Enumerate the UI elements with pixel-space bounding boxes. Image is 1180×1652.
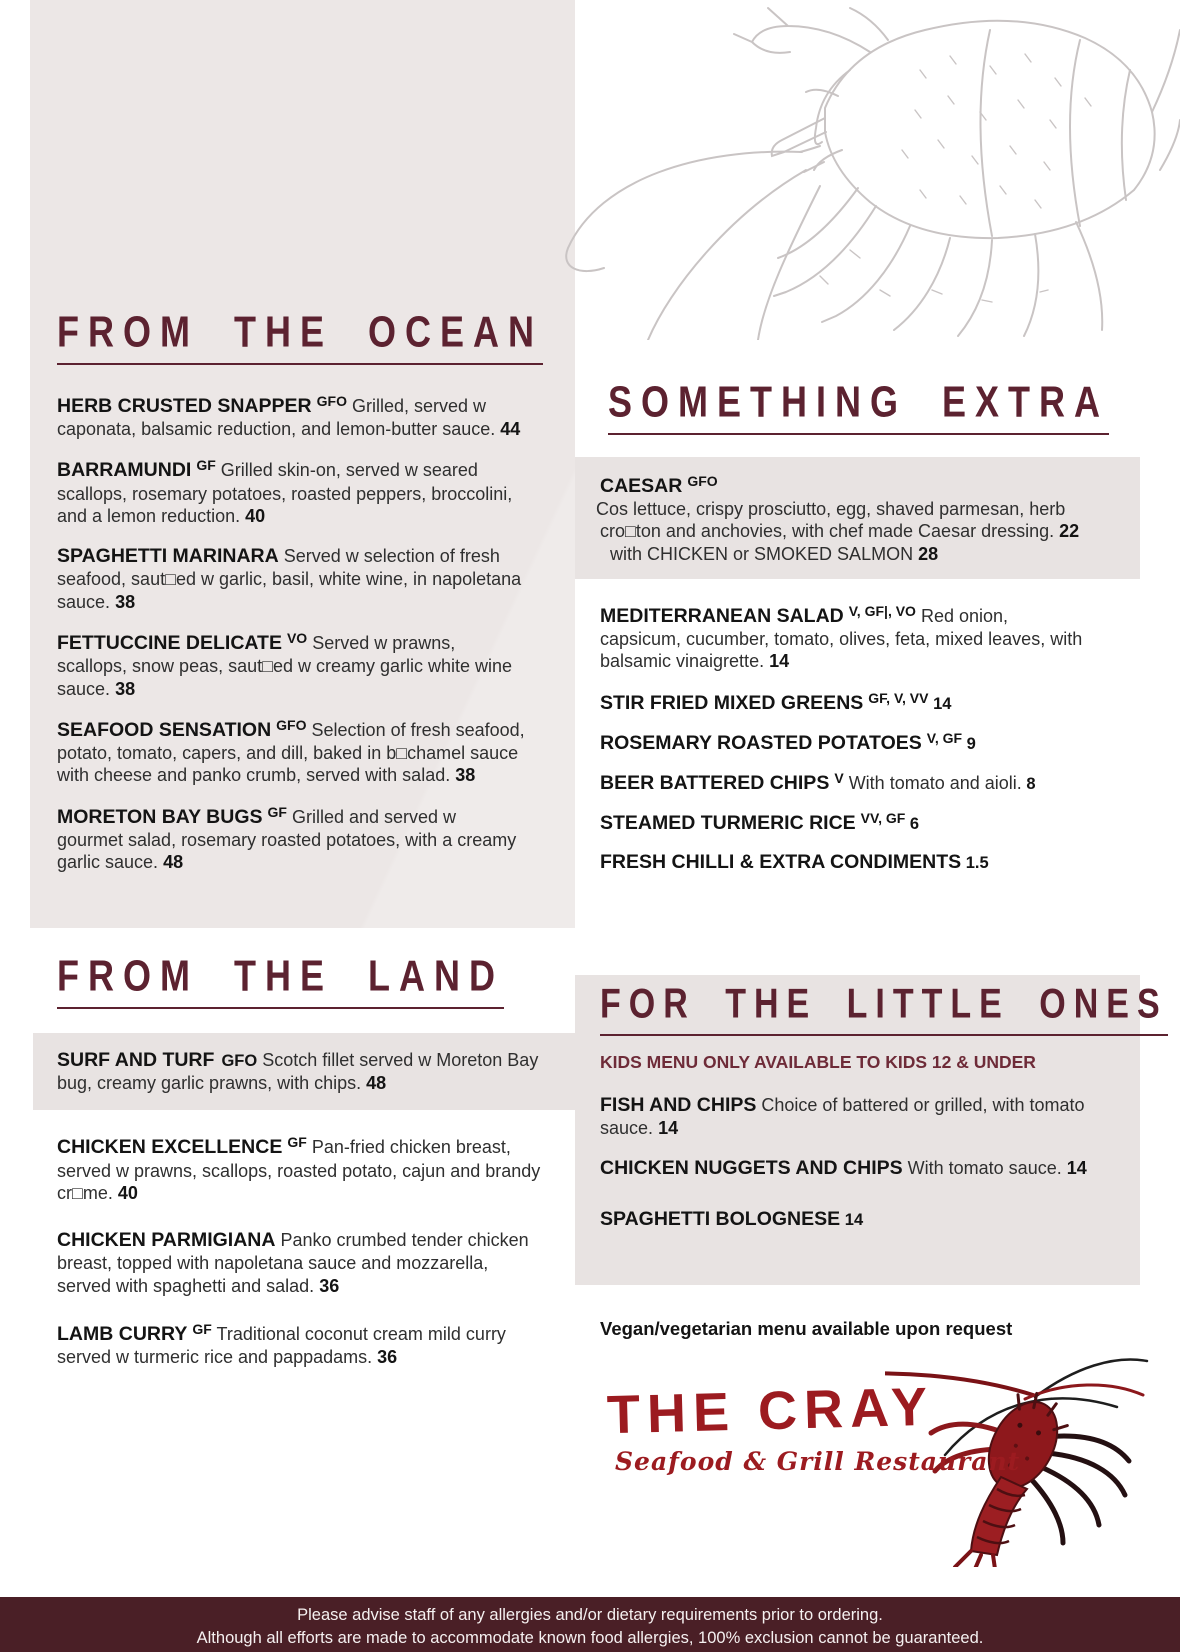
item-price: 36 (319, 1275, 340, 1296)
menu-item (57, 804, 525, 874)
crayfish-illustration (520, 0, 1180, 340)
dietary-tag: GFO (221, 1052, 258, 1070)
item-description: Pan-fried chicken breast, served w prawns, scallops, roasted potato, cajun and brandy cr□me. (57, 1137, 541, 1203)
section-title: FROM THE OCEAN (57, 306, 543, 357)
item-price: 36 (377, 1347, 398, 1368)
item-name: FETTUCCINE DELICATE (57, 632, 282, 655)
item-price: 8 (1026, 775, 1036, 794)
kids-age-note: KIDS MENU ONLY AVAILABLE TO KIDS 12 & UNDER (600, 1052, 1036, 1072)
dietary-tag: VV, GF (860, 810, 906, 827)
dietary-tag: GF (192, 1321, 212, 1338)
item-name: SEAFOOD SENSATION (57, 718, 272, 741)
menu-item (57, 393, 525, 440)
item-name: MORETON BAY BUGS (57, 805, 263, 828)
logo-tagline: Seafood & Grill Restaurant (615, 1447, 1021, 1476)
item-name: MEDITERRANEAN SALAD (600, 604, 844, 627)
crayfish-line-art-icon (520, 0, 1180, 340)
menu-item (600, 810, 1090, 835)
item-price: 6 (909, 815, 920, 834)
item-description: Selection of fresh seafood, potato, tomato, capers, and dill, baked in b□chamel sauce with cheese and panko crumb, served with salad. (57, 719, 525, 786)
item-price: 40 (245, 505, 266, 526)
menu-item (57, 457, 525, 527)
menu-item (600, 1156, 1120, 1180)
item-name: SPAGHETTI BOLOGNESE (600, 1207, 841, 1230)
item-description: Choice of battered or grilled, with tomato sauce. (600, 1095, 1085, 1139)
section-title: FROM THE LAND (57, 950, 504, 1001)
item-description: Cos lettuce, crispy prosciutto, egg, shaved parmesan, herb cro□ton and anchovies, with chef made Caesar dressing. (596, 499, 1066, 542)
item-name: STIR FRIED MIXED GREENS (600, 691, 864, 714)
footer-line-2: Although all efforts are made to accommodate known food allergies, 100% exclusion cannot be guaranteed. (196, 1629, 984, 1648)
dietary-tag: V, GF|, VO (848, 602, 916, 619)
land-items-list (57, 1134, 547, 1368)
item-name: BEER BATTERED CHIPS (600, 772, 830, 795)
menu-item (57, 717, 525, 787)
menu-item (600, 770, 1090, 795)
section-something-extra (575, 376, 1140, 890)
menu-item (600, 473, 1120, 498)
item-price: 14 (769, 651, 790, 672)
item-addon: with CHICKEN or SMOKED SALMON (610, 543, 914, 564)
section-heading-underline (57, 306, 543, 365)
item-name: FISH AND CHIPS (600, 1094, 757, 1116)
menu-item (57, 1228, 547, 1297)
item-description: Red onion, capsicum, cucumber, tomato, olives, feta, mixed leaves, with balsamic vinaigrette. (600, 605, 1083, 672)
item-price: 38 (115, 591, 136, 612)
item-name: CHICKEN NUGGETS AND CHIPS (600, 1157, 903, 1180)
item-price: 40 (117, 1182, 138, 1203)
item-name: CHICKEN PARMIGIANA (57, 1229, 276, 1252)
item-description: With tomato sauce. (907, 1158, 1062, 1179)
item-name: CHICKEN EXCELLENCE (57, 1136, 283, 1159)
menu-item (600, 690, 1090, 715)
section-heading-underline (600, 981, 1168, 1036)
dietary-tag: GFO (276, 716, 307, 733)
item-description: Panko crumbed tender chicken breast, topped with napoletana sauce and mozzarella, served with spaghetti and salad. (57, 1230, 529, 1296)
dietary-tag: V, GF (926, 729, 963, 746)
item-price: 44 (500, 419, 521, 440)
allergy-footer (0, 1597, 1180, 1652)
item-price: 48 (163, 852, 184, 873)
item-name: LAMB CURRY (57, 1323, 188, 1346)
section-heading-underline (57, 950, 504, 1009)
item-price: 1.5 (965, 854, 989, 873)
section-title: FOR THE LITTLE ONES (600, 981, 1168, 1028)
footer-line-1: Please advise staff of any allergies and/or dietary requirements prior to ordering. (297, 1606, 883, 1624)
dietary-tag: GFO (316, 393, 347, 409)
dietary-tag: GF (267, 803, 287, 820)
item-description: Served w selection of fresh seafood, saut□ed w garlic, basil, white wine, in napoletana sauce. (57, 546, 522, 612)
item-description: Scotch fillet served w Moreton Bay bug, creamy garlic prawns, with chips. (57, 1050, 539, 1094)
restaurant-logo (585, 1355, 1145, 1555)
item-description: Grilled, served w caponata, balsamic reduction, and lemon-butter sauce. (57, 396, 496, 440)
item-description: Grilled and served w gourmet salad, rosemary roasted potatoes, with a creamy garlic sauce. (57, 806, 517, 873)
vegan-availability-note: Vegan/vegetarian menu available upon request (600, 1318, 1013, 1339)
dietary-tag: GF (287, 1134, 307, 1151)
menu-item (57, 1134, 547, 1204)
item-price: 38 (115, 678, 136, 699)
item-price: 14 (844, 1210, 864, 1229)
menu-item (57, 544, 525, 613)
menu-item (57, 630, 525, 700)
menu-item (57, 1321, 547, 1368)
item-name: ROSEMARY ROASTED POTATOES (600, 731, 922, 754)
section-heading-underline (608, 376, 1110, 435)
item-name: SURF AND TURF (57, 1049, 215, 1071)
item-name: FRESH CHILLI & EXTRA CONDIMENTS (600, 851, 962, 874)
section-title: SOMETHING EXTRA (608, 376, 1110, 427)
item-price: 14 (1066, 1158, 1087, 1179)
menu-item (600, 603, 1090, 673)
item-description-block (596, 498, 1120, 565)
item-description: Grilled skin-on, served w seared scallops, rosemary potatoes, roasted peppers, broccolini, and a lemon reduction. (57, 460, 513, 526)
caesar-highlight-box (575, 457, 1140, 579)
item-price: 28 (918, 543, 939, 564)
dietary-tag: VO (286, 630, 308, 647)
item-name: SPAGHETTI MARINARA (57, 545, 279, 568)
dietary-tag: GF (196, 457, 216, 474)
item-description: With tomato and aioli. (848, 773, 1022, 794)
dietary-tag: GFO (687, 473, 718, 489)
item-price: 38 (455, 765, 476, 786)
menu-item (600, 850, 1090, 874)
section-for-the-little-ones (575, 975, 1168, 1285)
item-name: BARRAMUNDI (57, 459, 192, 482)
item-description: Served w prawns, scallops, snow peas, saut□ed w creamy garlic white wine sauce. (57, 633, 513, 699)
logo-name: THE CRAY (606, 1376, 935, 1446)
dietary-tag: GF, V, VV (868, 689, 929, 706)
item-price: 48 (366, 1073, 387, 1094)
menu-item (57, 1048, 557, 1094)
menu-item (600, 730, 1090, 755)
item-price: 22 (1059, 521, 1080, 542)
section-from-the-land (33, 950, 575, 1386)
item-price: 14 (933, 694, 952, 713)
section-from-the-ocean (57, 306, 543, 890)
item-name: CAESAR (600, 475, 683, 497)
item-description: Traditional coconut cream mild curry served w turmeric rice and pappadams. (57, 1324, 506, 1368)
menu-item (600, 1207, 1120, 1231)
side-items-list (600, 603, 1090, 875)
menu-item (600, 1093, 1120, 1139)
item-price: 9 (966, 734, 976, 753)
item-name: STEAMED TURMERIC RICE (600, 812, 856, 835)
item-name: HERB CRUSTED SNAPPER (57, 395, 312, 417)
item-price: 14 (658, 1118, 679, 1139)
surf-and-turf-highlight-box (33, 1033, 575, 1110)
dietary-tag: V (834, 770, 844, 787)
